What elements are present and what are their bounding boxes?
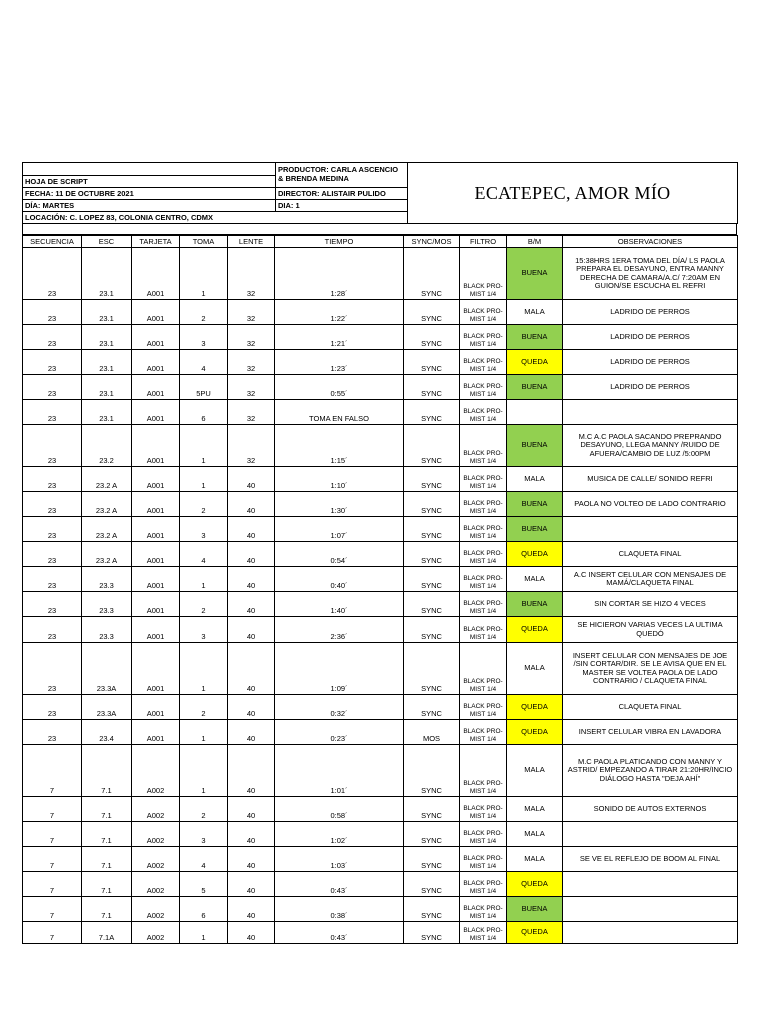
table-row [23, 425, 738, 467]
col-toma: TOMA [180, 236, 228, 248]
sheet-header [22, 162, 738, 224]
cell-tiempo: 1:23´ [275, 350, 404, 375]
cell-secuencia: 23 [23, 325, 82, 350]
cell-secuencia: 23 [23, 617, 82, 643]
cell-tiempo: 1:10´ [275, 467, 404, 492]
script-log-table [22, 235, 738, 944]
cell-tiempo: 0:40´ [275, 567, 404, 592]
cell-filtro: BLACK PRO-MIST 1/4 [460, 797, 507, 822]
cell-toma: 1 [180, 720, 228, 745]
cell-lente: 40 [228, 567, 275, 592]
cell-tarjeta: A002 [132, 872, 180, 897]
cell-lente: 32 [228, 325, 275, 350]
cell-esc: 23.2 A [82, 467, 132, 492]
cell-tarjeta: A001 [132, 375, 180, 400]
cell-secuencia: 7 [23, 897, 82, 922]
cell-filtro: BLACK PRO-MIST 1/4 [460, 695, 507, 720]
cell-secuencia: 23 [23, 542, 82, 567]
cell-tarjeta: A001 [132, 400, 180, 425]
cell-toma: 2 [180, 492, 228, 517]
cell-tiempo: 1:22´ [275, 300, 404, 325]
cell-bm: BUENA [507, 248, 563, 300]
cell-observaciones: M.C PAOLA PLATICANDO CON MANNY Y ASTRID/ EMPEZANDO A TIRAR 21:20HR/INCIO DIÁLOGO HASTA "DEJA AHÍ" [563, 745, 738, 797]
cell-observaciones: CLAQUETA FINAL [563, 695, 738, 720]
table-row [23, 847, 738, 872]
cell-tarjeta: A001 [132, 425, 180, 467]
cell-tarjeta: A001 [132, 467, 180, 492]
cell-esc: 23.1 [82, 400, 132, 425]
cell-bm: MALA [507, 567, 563, 592]
cell-esc: 7.1 [82, 745, 132, 797]
cell-tarjeta: A001 [132, 517, 180, 542]
cell-tarjeta: A001 [132, 248, 180, 300]
cell-filtro: BLACK PRO-MIST 1/4 [460, 325, 507, 350]
cell-lente: 32 [228, 300, 275, 325]
cell-filtro: BLACK PRO-MIST 1/4 [460, 897, 507, 922]
cell-lente: 40 [228, 822, 275, 847]
cell-lente: 40 [228, 872, 275, 897]
cell-observaciones [563, 822, 738, 847]
header-spacer [23, 163, 276, 176]
cell-tiempo: 1:40´ [275, 592, 404, 617]
cell-tarjeta: A001 [132, 350, 180, 375]
cell-observaciones: SIN CORTAR SE HIZO 4 VECES [563, 592, 738, 617]
cell-lente: 32 [228, 400, 275, 425]
cell-sync-mos: SYNC [404, 695, 460, 720]
cell-filtro: BLACK PRO-MIST 1/4 [460, 492, 507, 517]
cell-observaciones [563, 872, 738, 897]
cell-bm: QUEDA [507, 542, 563, 567]
table-row [23, 300, 738, 325]
table-row [23, 400, 738, 425]
cell-esc: 7.1 [82, 797, 132, 822]
cell-bm: BUENA [507, 325, 563, 350]
cell-esc: 7.1A [82, 922, 132, 944]
cell-esc: 7.1 [82, 847, 132, 872]
cell-sync-mos: SYNC [404, 797, 460, 822]
cell-bm: MALA [507, 847, 563, 872]
cell-tarjeta: A002 [132, 745, 180, 797]
table-row [23, 375, 738, 400]
cell-sync-mos: SYNC [404, 643, 460, 695]
col-tarjeta: TARJETA [132, 236, 180, 248]
cell-observaciones [563, 517, 738, 542]
cell-toma: 2 [180, 300, 228, 325]
cell-bm: QUEDA [507, 695, 563, 720]
cell-tiempo: 0:54´ [275, 542, 404, 567]
cell-lente: 40 [228, 897, 275, 922]
cell-tiempo: 1:07´ [275, 517, 404, 542]
cell-toma: 2 [180, 695, 228, 720]
cell-esc: 23.2 [82, 425, 132, 467]
cell-esc: 23.2 A [82, 492, 132, 517]
col-sync: SYNC/MOS [404, 236, 460, 248]
table-row [23, 745, 738, 797]
cell-esc: 23.3A [82, 695, 132, 720]
col-filtro: FILTRO [460, 236, 507, 248]
cell-tiempo: 1:02´ [275, 822, 404, 847]
cell-lente: 40 [228, 592, 275, 617]
cell-tarjeta: A001 [132, 617, 180, 643]
cell-esc: 23.1 [82, 325, 132, 350]
cell-bm: QUEDA [507, 922, 563, 944]
cell-observaciones: INSERT CELULAR VIBRA EN LAVADORA [563, 720, 738, 745]
cell-filtro: BLACK PRO-MIST 1/4 [460, 847, 507, 872]
cell-esc: 23.3 [82, 592, 132, 617]
table-row [23, 797, 738, 822]
cell-lente: 40 [228, 695, 275, 720]
cell-tarjeta: A002 [132, 822, 180, 847]
cell-tiempo: 1:09´ [275, 643, 404, 695]
cell-observaciones: CLAQUETA FINAL [563, 542, 738, 567]
cell-filtro: BLACK PRO-MIST 1/4 [460, 400, 507, 425]
cell-esc: 23.2 A [82, 517, 132, 542]
cell-sync-mos: SYNC [404, 897, 460, 922]
cell-secuencia: 7 [23, 745, 82, 797]
cell-bm: BUENA [507, 592, 563, 617]
cell-filtro: BLACK PRO-MIST 1/4 [460, 425, 507, 467]
cell-tarjeta: A001 [132, 643, 180, 695]
cell-toma: 4 [180, 542, 228, 567]
cell-sync-mos: SYNC [404, 822, 460, 847]
col-secuencia: SECUENCIA [23, 236, 82, 248]
cell-toma: 1 [180, 567, 228, 592]
table-row [23, 542, 738, 567]
cell-filtro: BLACK PRO-MIST 1/4 [460, 467, 507, 492]
cell-lente: 40 [228, 517, 275, 542]
header-gap [22, 224, 737, 235]
cell-bm: BUENA [507, 517, 563, 542]
productor-label: PRODUCTOR: CARLA ASCENCIO & BRENDA MEDINA [276, 163, 408, 188]
cell-esc: 7.1 [82, 872, 132, 897]
cell-tarjeta: A001 [132, 567, 180, 592]
cell-toma: 5PU [180, 375, 228, 400]
cell-tiempo: 1:30´ [275, 492, 404, 517]
cell-secuencia: 23 [23, 492, 82, 517]
col-tiempo: TIEMPO [275, 236, 404, 248]
cell-lente: 40 [228, 797, 275, 822]
cell-tiempo: 1:28´ [275, 248, 404, 300]
cell-sync-mos: SYNC [404, 617, 460, 643]
cell-sync-mos: SYNC [404, 248, 460, 300]
cell-sync-mos: SYNC [404, 350, 460, 375]
director-label: DIRECTOR: ALISTAIR PULIDO [276, 188, 408, 200]
cell-toma: 6 [180, 897, 228, 922]
cell-lente: 40 [228, 467, 275, 492]
cell-lente: 32 [228, 425, 275, 467]
cell-tiempo: 0:55´ [275, 375, 404, 400]
cell-filtro: BLACK PRO-MIST 1/4 [460, 822, 507, 847]
cell-observaciones: SE VE EL REFLEJO DE BOOM AL FINAL [563, 847, 738, 872]
cell-tiempo: 1:03´ [275, 847, 404, 872]
cell-toma: 4 [180, 350, 228, 375]
cell-lente: 40 [228, 643, 275, 695]
cell-lente: 40 [228, 617, 275, 643]
cell-tiempo: 1:21´ [275, 325, 404, 350]
cell-sync-mos: SYNC [404, 872, 460, 897]
cell-sync-mos: SYNC [404, 467, 460, 492]
cell-filtro: BLACK PRO-MIST 1/4 [460, 745, 507, 797]
cell-tarjeta: A002 [132, 897, 180, 922]
cell-sync-mos: SYNC [404, 592, 460, 617]
table-row [23, 897, 738, 922]
cell-tiempo: 0:23´ [275, 720, 404, 745]
cell-bm: MALA [507, 467, 563, 492]
cell-toma: 4 [180, 847, 228, 872]
cell-toma: 1 [180, 467, 228, 492]
cell-observaciones: LADRIDO DE PERROS [563, 375, 738, 400]
cell-sync-mos: SYNC [404, 425, 460, 467]
cell-secuencia: 23 [23, 720, 82, 745]
cell-lente: 40 [228, 492, 275, 517]
cell-esc: 23.1 [82, 375, 132, 400]
table-row [23, 350, 738, 375]
cell-sync-mos: SYNC [404, 492, 460, 517]
table-row [23, 492, 738, 517]
cell-bm: MALA [507, 643, 563, 695]
cell-esc: 23.3 [82, 617, 132, 643]
cell-filtro: BLACK PRO-MIST 1/4 [460, 567, 507, 592]
cell-tarjeta: A002 [132, 847, 180, 872]
cell-observaciones: A.C INSERT CELULAR CON MENSAJES DE MAMÁ/CLAQUETA FINAL [563, 567, 738, 592]
cell-filtro: BLACK PRO-MIST 1/4 [460, 350, 507, 375]
cell-secuencia: 23 [23, 567, 82, 592]
production-title: ECATEPEC, AMOR MÍO [408, 163, 738, 224]
cell-filtro: BLACK PRO-MIST 1/4 [460, 248, 507, 300]
locacion-label: LOCACIÓN: C. LOPEZ 83, COLONIA CENTRO, CDMX [23, 212, 408, 224]
cell-tiempo: 0:38´ [275, 897, 404, 922]
cell-tarjeta: A002 [132, 797, 180, 822]
cell-toma: 3 [180, 822, 228, 847]
cell-bm: MALA [507, 300, 563, 325]
cell-filtro: BLACK PRO-MIST 1/4 [460, 922, 507, 944]
cell-sync-mos: SYNC [404, 325, 460, 350]
cell-bm: BUENA [507, 897, 563, 922]
cell-bm: MALA [507, 822, 563, 847]
script-sheet [22, 162, 737, 944]
cell-filtro: BLACK PRO-MIST 1/4 [460, 592, 507, 617]
cell-sync-mos: SYNC [404, 375, 460, 400]
cell-lente: 32 [228, 350, 275, 375]
col-lente: LENTE [228, 236, 275, 248]
cell-filtro: BLACK PRO-MIST 1/4 [460, 517, 507, 542]
cell-sync-mos: SYNC [404, 517, 460, 542]
cell-toma: 1 [180, 922, 228, 944]
cell-tiempo: 1:15´ [275, 425, 404, 467]
cell-secuencia: 7 [23, 797, 82, 822]
cell-secuencia: 23 [23, 248, 82, 300]
cell-esc: 23.2 A [82, 542, 132, 567]
cell-lente: 40 [228, 542, 275, 567]
cell-filtro: BLACK PRO-MIST 1/4 [460, 617, 507, 643]
cell-tarjeta: A002 [132, 922, 180, 944]
cell-lente: 32 [228, 248, 275, 300]
cell-secuencia: 23 [23, 300, 82, 325]
col-observaciones: OBSERVACIONES [563, 236, 738, 248]
cell-observaciones [563, 897, 738, 922]
table-row [23, 695, 738, 720]
table-row [23, 822, 738, 847]
cell-toma: 6 [180, 400, 228, 425]
cell-observaciones: M.C A.C PAOLA SACANDO PREPRANDO DESAYUNO, LLEGA MANNY /RUIDO DE AFUERA/CAMBIO DE LUZ /5:00PM [563, 425, 738, 467]
cell-observaciones [563, 922, 738, 944]
cell-toma: 1 [180, 248, 228, 300]
cell-sync-mos: SYNC [404, 745, 460, 797]
cell-bm: QUEDA [507, 720, 563, 745]
cell-tarjeta: A001 [132, 325, 180, 350]
cell-bm: QUEDA [507, 350, 563, 375]
cell-sync-mos: SYNC [404, 847, 460, 872]
cell-lente: 40 [228, 847, 275, 872]
cell-bm [507, 400, 563, 425]
cell-secuencia: 7 [23, 847, 82, 872]
cell-tarjeta: A001 [132, 592, 180, 617]
cell-secuencia: 7 [23, 872, 82, 897]
cell-esc: 23.3 [82, 567, 132, 592]
cell-lente: 40 [228, 720, 275, 745]
cell-observaciones: LADRIDO DE PERROS [563, 350, 738, 375]
cell-observaciones: SONIDO DE AUTOS EXTERNOS [563, 797, 738, 822]
cell-filtro: BLACK PRO-MIST 1/4 [460, 300, 507, 325]
cell-tarjeta: A001 [132, 542, 180, 567]
cell-secuencia: 23 [23, 592, 82, 617]
table-row [23, 592, 738, 617]
cell-lente: 40 [228, 922, 275, 944]
col-esc: ESC [82, 236, 132, 248]
cell-toma: 3 [180, 517, 228, 542]
cell-tiempo: 0:58´ [275, 797, 404, 822]
cell-sync-mos: SYNC [404, 567, 460, 592]
cell-filtro: BLACK PRO-MIST 1/4 [460, 720, 507, 745]
table-row [23, 567, 738, 592]
cell-secuencia: 23 [23, 695, 82, 720]
cell-lente: 32 [228, 375, 275, 400]
cell-secuencia: 23 [23, 467, 82, 492]
cell-esc: 23.1 [82, 248, 132, 300]
cell-filtro: BLACK PRO-MIST 1/4 [460, 643, 507, 695]
table-row [23, 872, 738, 897]
cell-sync-mos: SYNC [404, 300, 460, 325]
table-row [23, 617, 738, 643]
cell-observaciones: PAOLA NO VOLTEO DE LADO CONTRARIO [563, 492, 738, 517]
cell-tiempo: 0:43´ [275, 872, 404, 897]
cell-toma: 2 [180, 592, 228, 617]
cell-observaciones: MUSICA DE CALLE/ SONIDO REFRI [563, 467, 738, 492]
cell-sync-mos: SYNC [404, 922, 460, 944]
cell-filtro: BLACK PRO-MIST 1/4 [460, 375, 507, 400]
cell-tiempo: 2:36´ [275, 617, 404, 643]
script-log-body [23, 248, 738, 944]
cell-filtro: BLACK PRO-MIST 1/4 [460, 542, 507, 567]
cell-toma: 3 [180, 325, 228, 350]
cell-bm: BUENA [507, 492, 563, 517]
cell-secuencia: 7 [23, 922, 82, 944]
cell-bm: BUENA [507, 375, 563, 400]
cell-lente: 40 [228, 745, 275, 797]
cell-bm: MALA [507, 797, 563, 822]
table-row [23, 325, 738, 350]
cell-esc: 23.1 [82, 350, 132, 375]
cell-secuencia: 23 [23, 643, 82, 695]
cell-sync-mos: SYNC [404, 542, 460, 567]
cell-secuencia: 7 [23, 822, 82, 847]
cell-tiempo: 0:32´ [275, 695, 404, 720]
cell-observaciones: SE HICIERON VARIAS VECES LA ULTIMA QUEDÓ [563, 617, 738, 643]
hoja-label: HOJA DE SCRIPT [23, 176, 276, 188]
cell-tiempo: 0:43´ [275, 922, 404, 944]
cell-esc: 23.4 [82, 720, 132, 745]
cell-esc: 23.3A [82, 643, 132, 695]
cell-observaciones: 15:38HRS 1ERA TOMA DEL DÍA/ LS PAOLA PREPARA EL DESAYUNO, ENTRA MANNY DERECHA DE CAMARA/A.C/ 7:20AM EN GUION/SE ESCUCHA EL REFRI [563, 248, 738, 300]
cell-sync-mos: SYNC [404, 400, 460, 425]
cell-toma: 1 [180, 425, 228, 467]
fecha-label: FECHA: 11 DE OCTUBRE 2021 [23, 188, 276, 200]
cell-secuencia: 23 [23, 425, 82, 467]
cell-bm: BUENA [507, 425, 563, 467]
cell-observaciones [563, 400, 738, 425]
table-row [23, 922, 738, 944]
cell-bm: MALA [507, 745, 563, 797]
cell-observaciones: INSERT CELULAR CON MENSAJES DE JOE /SIN CORTAR/DIR. SE LE AVISA QUE EN EL MASTER SE VOLTEA PAOLA DE LADO CONTRARIO / CLAQUETA FINAL [563, 643, 738, 695]
cell-observaciones: LADRIDO DE PERROS [563, 325, 738, 350]
cell-secuencia: 23 [23, 400, 82, 425]
cell-bm: QUEDA [507, 872, 563, 897]
table-row [23, 248, 738, 300]
cell-tiempo: TOMA EN FALSO [275, 400, 404, 425]
cell-tarjeta: A001 [132, 695, 180, 720]
cell-observaciones: LADRIDO DE PERROS [563, 300, 738, 325]
cell-tarjeta: A001 [132, 300, 180, 325]
column-header-row [23, 236, 738, 248]
cell-secuencia: 23 [23, 517, 82, 542]
cell-toma: 3 [180, 617, 228, 643]
cell-secuencia: 23 [23, 375, 82, 400]
dia-semana-label: DÍA: MARTES [23, 200, 276, 212]
cell-bm: QUEDA [507, 617, 563, 643]
cell-toma: 1 [180, 643, 228, 695]
table-row [23, 467, 738, 492]
cell-esc: 23.1 [82, 300, 132, 325]
cell-toma: 1 [180, 745, 228, 797]
table-row [23, 720, 738, 745]
cell-tarjeta: A001 [132, 720, 180, 745]
cell-filtro: BLACK PRO-MIST 1/4 [460, 872, 507, 897]
cell-esc: 7.1 [82, 822, 132, 847]
col-bm: B/M [507, 236, 563, 248]
cell-tarjeta: A001 [132, 492, 180, 517]
cell-toma: 5 [180, 872, 228, 897]
cell-toma: 2 [180, 797, 228, 822]
dia-label: DIA: 1 [276, 200, 408, 212]
table-row [23, 643, 738, 695]
cell-esc: 7.1 [82, 897, 132, 922]
table-row [23, 517, 738, 542]
cell-sync-mos: MOS [404, 720, 460, 745]
cell-tiempo: 1:01´ [275, 745, 404, 797]
cell-secuencia: 23 [23, 350, 82, 375]
